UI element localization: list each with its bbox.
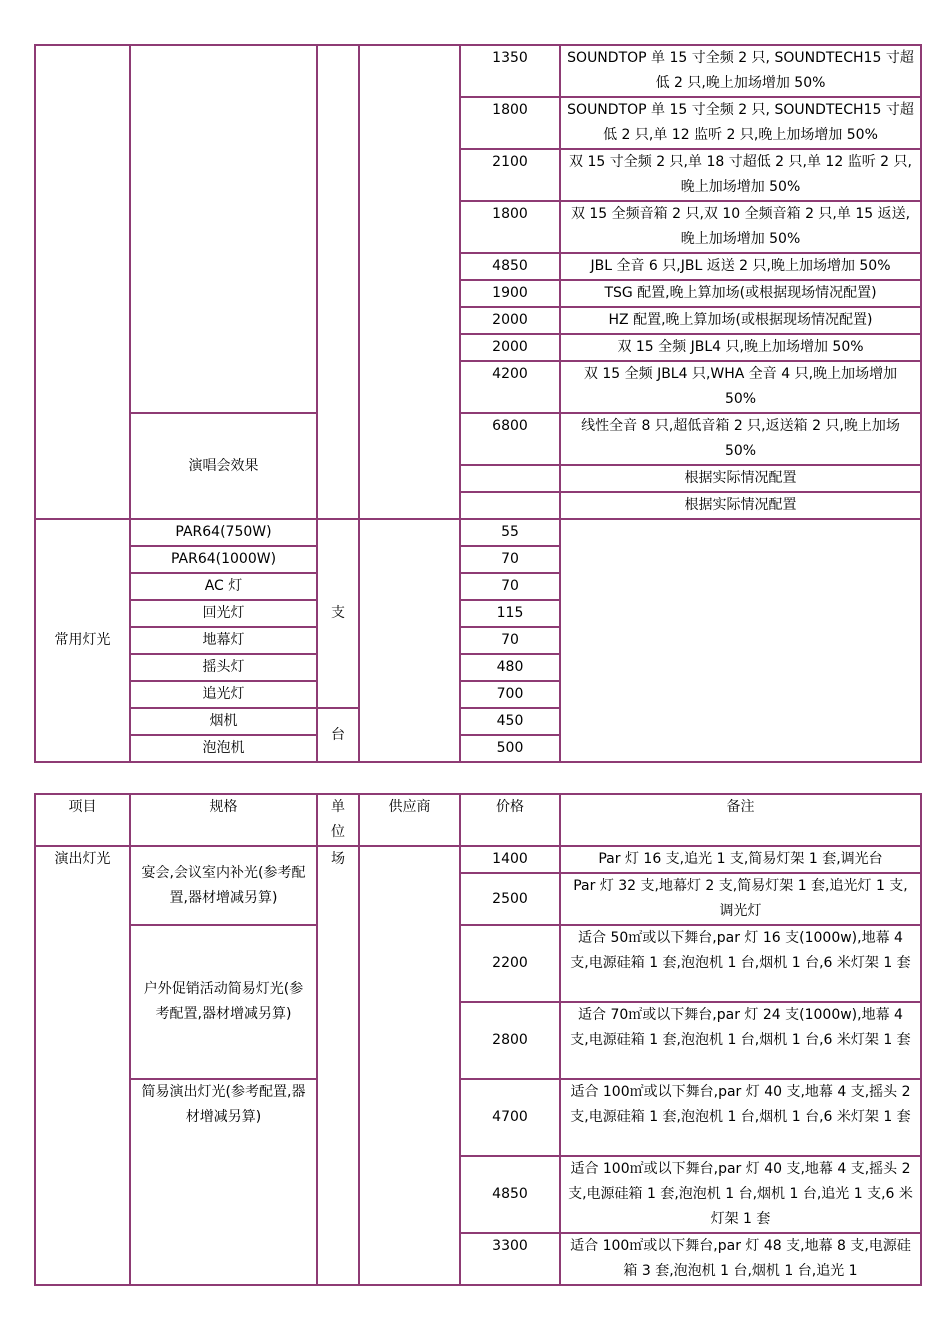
price-cell: 3300 bbox=[460, 1233, 560, 1285]
concert-effect-label: 演唱会效果 bbox=[130, 413, 317, 519]
table-row bbox=[35, 846, 921, 873]
price-cell: 2800 bbox=[460, 1002, 560, 1079]
table-row bbox=[35, 45, 921, 97]
header-unit: 单 位 bbox=[317, 794, 359, 846]
header-spec: 规格 bbox=[130, 794, 317, 846]
header-item: 项目 bbox=[35, 794, 130, 846]
note-cell: Par 灯 16 支,追光 1 支,简易灯架 1 套,调光台 bbox=[560, 846, 921, 873]
item-cell bbox=[35, 45, 130, 519]
price-cell: 480 bbox=[460, 654, 560, 681]
price-cell: 1400 bbox=[460, 846, 560, 873]
spec-cell: 泡泡机 bbox=[130, 735, 317, 762]
note-cell bbox=[560, 519, 921, 762]
price-cell: 1350 bbox=[460, 45, 560, 97]
price-cell: 115 bbox=[460, 600, 560, 627]
note-cell: 双 15 全频 JBL4 只,WHA 全音 4 只,晚上加场增加 50% bbox=[560, 361, 921, 413]
supplier-cell bbox=[359, 45, 460, 519]
header-price: 价格 bbox=[460, 794, 560, 846]
spec-cell: 地幕灯 bbox=[130, 627, 317, 654]
table-row bbox=[35, 413, 921, 465]
price-cell: 700 bbox=[460, 681, 560, 708]
spec-cell: 追光灯 bbox=[130, 681, 317, 708]
spec-cell: 摇头灯 bbox=[130, 654, 317, 681]
header-note: 备注 bbox=[560, 794, 921, 846]
spec-cell: 回光灯 bbox=[130, 600, 317, 627]
note-cell: Par 灯 32 支,地幕灯 2 支,简易灯架 1 套,追光灯 1 支,调光灯 bbox=[560, 873, 921, 925]
note-cell: SOUNDTOP 单 15 寸全频 2 只, SOUNDTECH15 寸超低 2 只,单 12 监听 2 只,晚上加场增加 50% bbox=[560, 97, 921, 149]
note-cell: SOUNDTOP 单 15 寸全频 2 只, SOUNDTECH15 寸超低 2 只,晚上加场增加 50% bbox=[560, 45, 921, 97]
note-cell: 适合 100㎡或以下舞台,par 灯 48 支,地幕 8 支,电源硅箱 3 套,泡泡机 1 台,烟机 1 台,追光 1 bbox=[560, 1233, 921, 1285]
note-cell: 双 15 全频 JBL4 只,晚上加场增加 50% bbox=[560, 334, 921, 361]
spec-cell: 简易演出灯光(参考配置,器材增减另算) bbox=[130, 1079, 317, 1285]
price-cell: 1800 bbox=[460, 201, 560, 253]
note-cell: 适合 70㎡或以下舞台,par 灯 24 支(1000w),地幕 4 支,电源硅箱 1 套,泡泡机 1 台,烟机 1 台,6 米灯架 1 套 bbox=[560, 1002, 921, 1079]
price-cell: 2500 bbox=[460, 873, 560, 925]
spec-cell: 烟机 bbox=[130, 708, 317, 735]
price-cell: 4700 bbox=[460, 1079, 560, 1156]
table-row bbox=[35, 925, 921, 1002]
price-cell bbox=[460, 465, 560, 492]
lighting-category: 常用灯光 bbox=[35, 519, 130, 762]
note-cell: 根据实际情况配置 bbox=[560, 465, 921, 492]
price-cell: 4200 bbox=[460, 361, 560, 413]
unit-cell: 支 bbox=[317, 519, 359, 708]
note-cell: 适合 100㎡或以下舞台,par 灯 40 支,地幕 4 支,摇头 2 支,电源硅箱 1 套,泡泡机 1 台,烟机 1 台,追光 1 支,6 米灯架 1 套 bbox=[560, 1156, 921, 1233]
price-cell: 2000 bbox=[460, 334, 560, 361]
supplier-cell bbox=[359, 846, 460, 1285]
price-cell: 6800 bbox=[460, 413, 560, 465]
spec-cell: PAR64(750W) bbox=[130, 519, 317, 546]
unit-cell: 台 bbox=[317, 708, 359, 762]
spec-cell: AC 灯 bbox=[130, 573, 317, 600]
note-cell: HZ 配置,晚上算加场(或根据现场情况配置) bbox=[560, 307, 921, 334]
note-cell: 双 15 寸全频 2 只,单 18 寸超低 2 只,单 12 监听 2 只,晚上加场增加 50% bbox=[560, 149, 921, 201]
spec-cell bbox=[130, 45, 317, 413]
note-cell: 适合 100㎡或以下舞台,par 灯 40 支,地幕 4 支,摇头 2 支,电源硅箱 1 套,泡泡机 1 台,烟机 1 台,6 米灯架 1 套 bbox=[560, 1079, 921, 1156]
note-cell: 适合 50㎡或以下舞台,par 灯 16 支(1000w),地幕 4 支,电源硅箱 1 套,泡泡机 1 台,烟机 1 台,6 米灯架 1 套 bbox=[560, 925, 921, 1002]
price-cell: 1800 bbox=[460, 97, 560, 149]
price-cell: 2200 bbox=[460, 925, 560, 1002]
price-cell: 70 bbox=[460, 546, 560, 573]
spec-cell: 户外促销活动简易灯光(参考配置,器材增减另算) bbox=[130, 925, 317, 1079]
price-cell: 55 bbox=[460, 519, 560, 546]
price-cell: 2000 bbox=[460, 307, 560, 334]
price-cell: 1900 bbox=[460, 280, 560, 307]
price-cell: 70 bbox=[460, 573, 560, 600]
price-cell: 4850 bbox=[460, 1156, 560, 1233]
supplier-cell bbox=[359, 519, 460, 762]
note-cell: 双 15 全频音箱 2 只,双 10 全频音箱 2 只,单 15 返送,晚上加场增加 50% bbox=[560, 201, 921, 253]
unit-cell: 场 bbox=[317, 846, 359, 1285]
spec-cell: 宴会,会议室内补光(参考配置,器材增减另算) bbox=[130, 846, 317, 925]
spec-cell: PAR64(1000W) bbox=[130, 546, 317, 573]
price-cell: 500 bbox=[460, 735, 560, 762]
header-supplier: 供应商 bbox=[359, 794, 460, 846]
price-cell: 2100 bbox=[460, 149, 560, 201]
table-row bbox=[35, 1079, 921, 1156]
table-row bbox=[35, 519, 921, 546]
category-cell: 演出灯光 bbox=[35, 846, 130, 1285]
note-cell: 线性全音 8 只,超低音箱 2 只,返送箱 2 只,晚上加场 50% bbox=[560, 413, 921, 465]
price-cell: 4850 bbox=[460, 253, 560, 280]
price-cell: 450 bbox=[460, 708, 560, 735]
equipment-price-table-2 bbox=[34, 793, 922, 1286]
note-cell: 根据实际情况配置 bbox=[560, 492, 921, 519]
price-cell: 70 bbox=[460, 627, 560, 654]
price-cell bbox=[460, 492, 560, 519]
note-cell: TSG 配置,晚上算加场(或根据现场情况配置) bbox=[560, 280, 921, 307]
equipment-price-table-1 bbox=[34, 44, 922, 763]
note-cell: JBL 全音 6 只,JBL 返送 2 只,晚上加场增加 50% bbox=[560, 253, 921, 280]
unit-cell bbox=[317, 45, 359, 519]
table-header-row bbox=[35, 794, 921, 846]
